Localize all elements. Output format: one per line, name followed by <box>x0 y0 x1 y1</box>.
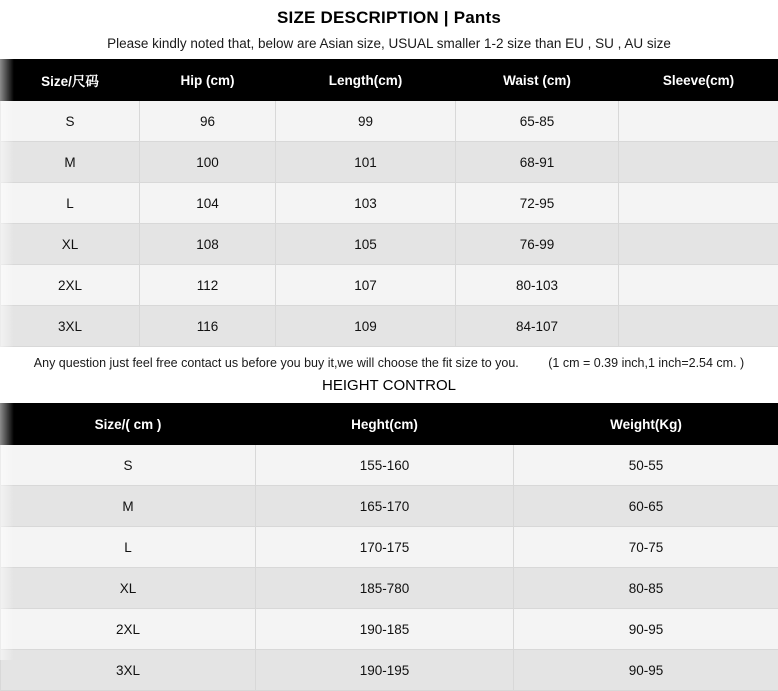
height-table-header-cell: Size/( cm ) <box>1 404 256 445</box>
size-cell: M <box>1 486 256 527</box>
size-cell: 2XL <box>1 609 256 650</box>
table-row <box>1 306 778 347</box>
table-row <box>1 101 778 142</box>
size-table-header-row <box>1 60 778 101</box>
size-cell: XL <box>1 568 256 609</box>
table-row <box>1 445 778 486</box>
hip-cell: 116 <box>140 306 276 347</box>
page-title: SIZE DESCRIPTION | Pants <box>0 0 778 30</box>
height-control-title: HEIGHT CONTROL <box>0 375 778 403</box>
size-cell: XL <box>1 224 140 265</box>
hip-cell: 104 <box>140 183 276 224</box>
size-cell: S <box>1 445 256 486</box>
sleeve-cell <box>619 183 778 224</box>
size-table-header-cell: Waist (cm) <box>456 60 619 101</box>
table-row <box>1 650 778 691</box>
height-control-table <box>0 403 778 691</box>
length-cell: 109 <box>276 306 456 347</box>
size-table <box>0 59 778 347</box>
table-row <box>1 609 778 650</box>
waist-cell: 72-95 <box>456 183 619 224</box>
waist-cell: 80-103 <box>456 265 619 306</box>
table-row <box>1 568 778 609</box>
weight-cell: 90-95 <box>514 609 778 650</box>
height-cell: 165-170 <box>256 486 514 527</box>
hip-cell: 100 <box>140 142 276 183</box>
table-row <box>1 486 778 527</box>
waist-cell: 65-85 <box>456 101 619 142</box>
height-cell: 170-175 <box>256 527 514 568</box>
size-cell: M <box>1 142 140 183</box>
size-cell: S <box>1 101 140 142</box>
height-table-header-row <box>1 404 778 445</box>
height-table-header-cell: Heght(cm) <box>256 404 514 445</box>
table-row <box>1 527 778 568</box>
hip-cell: 96 <box>140 101 276 142</box>
weight-cell: 90-95 <box>514 650 778 691</box>
size-cell: 3XL <box>1 650 256 691</box>
weight-cell: 60-65 <box>514 486 778 527</box>
hip-cell: 108 <box>140 224 276 265</box>
contact-note-text: Any question just feel free contact us before you buy it,we will choose the fit size to you. <box>34 356 519 370</box>
size-cell: L <box>1 183 140 224</box>
weight-cell: 70-75 <box>514 527 778 568</box>
size-cell: 2XL <box>1 265 140 306</box>
waist-cell: 84-107 <box>456 306 619 347</box>
sleeve-cell <box>619 306 778 347</box>
length-cell: 103 <box>276 183 456 224</box>
height-cell: 155-160 <box>256 445 514 486</box>
sleeve-cell <box>619 101 778 142</box>
weight-cell: 50-55 <box>514 445 778 486</box>
table-row <box>1 224 778 265</box>
table-row <box>1 265 778 306</box>
size-cell: 3XL <box>1 306 140 347</box>
table-row <box>1 183 778 224</box>
unit-conversion-note: (1 cm = 0.39 inch,1 inch=2.54 cm. ) <box>522 356 744 370</box>
sleeve-cell <box>619 142 778 183</box>
height-cell: 190-195 <box>256 650 514 691</box>
height-table-header-cell: Weight(Kg) <box>514 404 778 445</box>
size-table-header-cell: Hip (cm) <box>140 60 276 101</box>
sleeve-cell <box>619 265 778 306</box>
length-cell: 101 <box>276 142 456 183</box>
size-table-header-cell: Size/尺码 <box>1 60 140 101</box>
weight-cell: 80-85 <box>514 568 778 609</box>
table-row <box>1 142 778 183</box>
sleeve-cell <box>619 224 778 265</box>
length-cell: 105 <box>276 224 456 265</box>
contact-note <box>0 347 778 375</box>
hip-cell: 112 <box>140 265 276 306</box>
length-cell: 99 <box>276 101 456 142</box>
waist-cell: 76-99 <box>456 224 619 265</box>
size-table-header-cell: Sleeve(cm) <box>619 60 778 101</box>
page-subtitle: Please kindly noted that, below are Asian size, USUAL smaller 1-2 size than EU , SU , AU size <box>0 30 778 59</box>
size-table-header-cell: Length(cm) <box>276 60 456 101</box>
waist-cell: 68-91 <box>456 142 619 183</box>
height-cell: 190-185 <box>256 609 514 650</box>
size-cell: L <box>1 527 256 568</box>
height-cell: 185-780 <box>256 568 514 609</box>
length-cell: 107 <box>276 265 456 306</box>
